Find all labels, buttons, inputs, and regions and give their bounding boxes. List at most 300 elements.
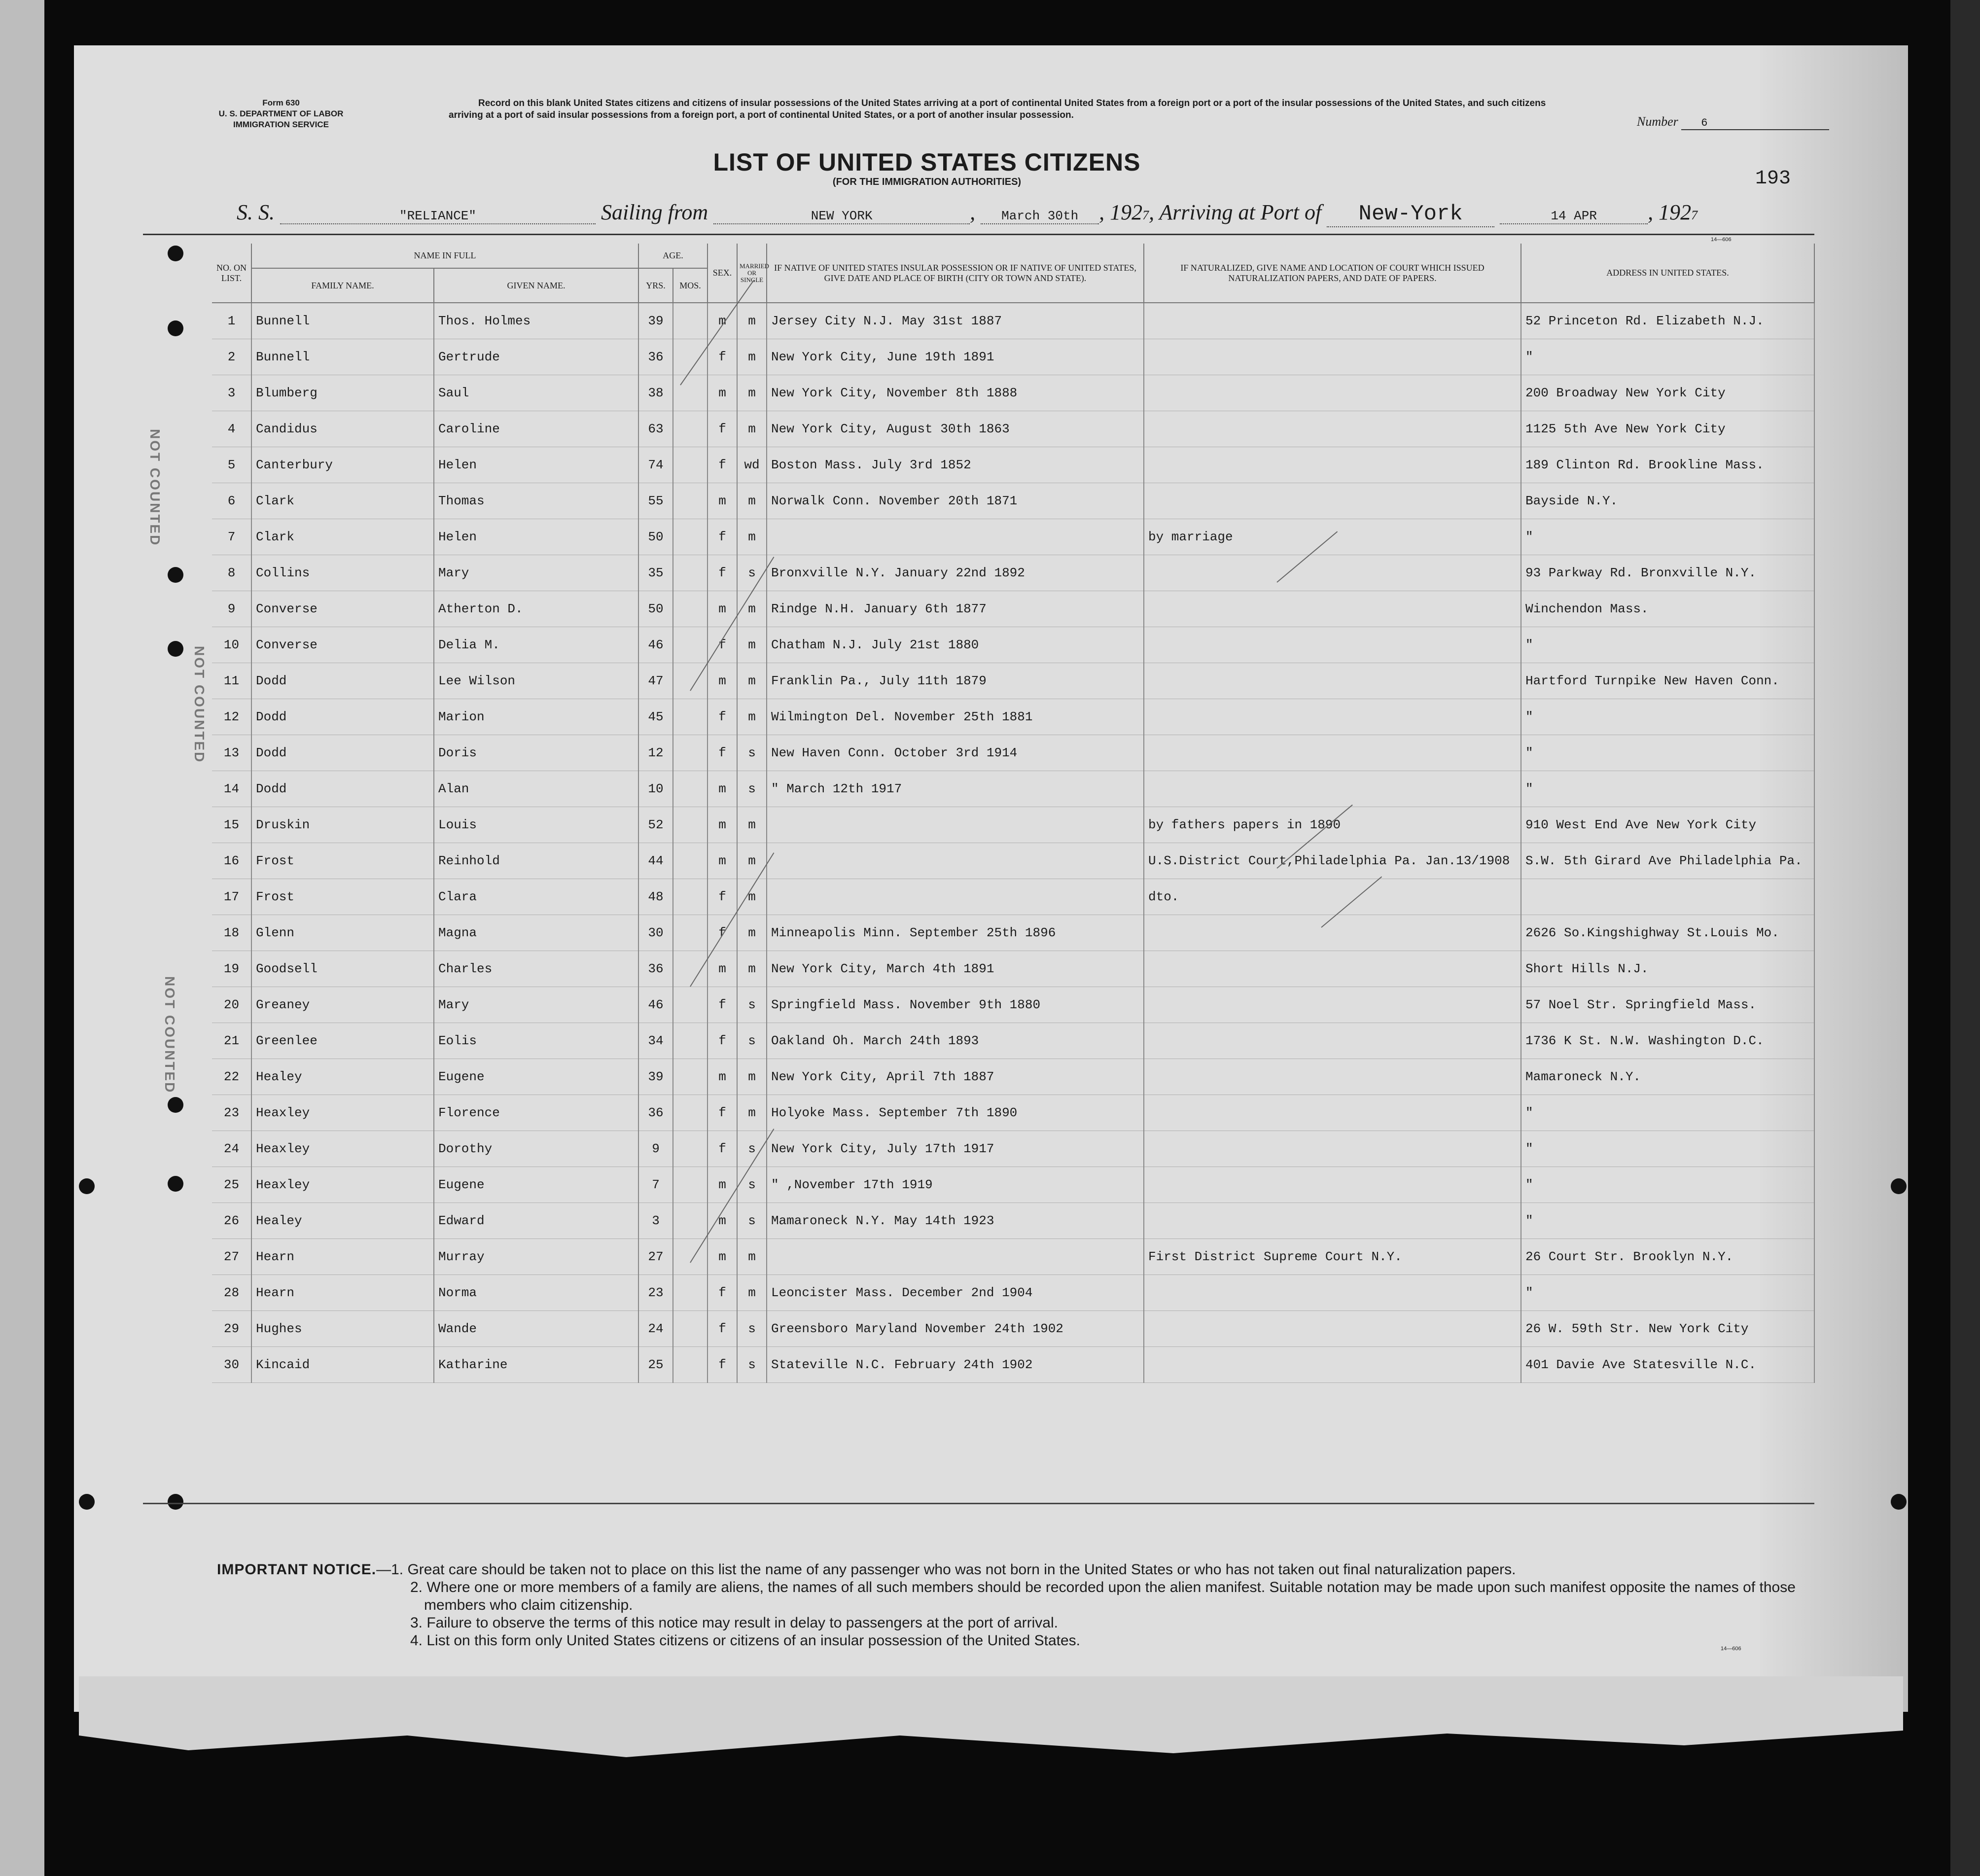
age-years-cell: 27 [638,1239,673,1275]
address-cell: Bayside N.Y. [1521,483,1814,519]
age-years-cell: 25 [638,1347,673,1383]
age-months-cell [673,699,707,735]
binder-hole [1891,1178,1907,1194]
table-row [212,663,1814,699]
address-cell: " [1521,1095,1814,1131]
family-name-cell: Dodd [251,699,434,735]
family-name-cell: Healey [251,1059,434,1095]
family-name-cell: Heaxley [251,1095,434,1131]
naturalization-info-cell [1144,1131,1521,1167]
header-age: AGE. [638,244,707,268]
given-name-cell: Charles [434,951,638,987]
margin-stamp: NOT COUNTED [162,976,177,1094]
row-number-cell: 16 [212,843,251,879]
naturalization-info-cell [1144,591,1521,627]
birth-info-cell: Greensboro Maryland November 24th 1902 [767,1311,1144,1347]
age-months-cell [673,1203,707,1239]
sex-cell: m [707,1059,737,1095]
age-years-cell: 24 [638,1311,673,1347]
address-cell: " [1521,771,1814,807]
family-name-cell: Greaney [251,987,434,1023]
row-number-cell: 11 [212,663,251,699]
arrival-date: 14 APR [1500,209,1648,224]
left-film-edge [0,0,44,1876]
age-months-cell [673,519,707,555]
table-row [212,483,1814,519]
address-cell: " [1521,735,1814,771]
family-name-cell: Clark [251,483,434,519]
naturalization-info-cell [1144,1095,1521,1131]
marital-status-cell: m [737,375,767,411]
sailing-label: Sailing from [601,200,708,224]
table-row [212,1095,1814,1131]
sex-cell: f [707,879,737,915]
birth-info-cell: New York City, March 4th 1891 [767,951,1144,987]
row-number-cell: 20 [212,987,251,1023]
row-number-cell: 10 [212,627,251,663]
family-name-cell: Dodd [251,771,434,807]
marital-status-cell: m [737,951,767,987]
row-number-cell: 6 [212,483,251,519]
naturalization-info-cell [1144,987,1521,1023]
age-months-cell [673,303,707,339]
age-years-cell: 46 [638,987,673,1023]
table-row [212,1023,1814,1059]
age-months-cell [673,627,707,663]
age-years-cell: 10 [638,771,673,807]
table-row [212,1131,1814,1167]
age-months-cell [673,411,707,447]
age-years-cell: 36 [638,1095,673,1131]
address-cell: S.W. 5th Girard Ave Philadelphia Pa. [1521,843,1814,879]
address-cell: Mamaroneck N.Y. [1521,1059,1814,1095]
marital-status-cell: s [737,1023,767,1059]
naturalization-info-cell [1144,1311,1521,1347]
family-name-cell: Candidus [251,411,434,447]
table-row [212,1275,1814,1311]
table-row [212,735,1814,771]
table-row [212,699,1814,735]
marital-status-cell: m [737,483,767,519]
given-name-cell: Helen [434,519,638,555]
given-name-cell: Atherton D. [434,591,638,627]
row-number-cell: 19 [212,951,251,987]
sex-cell: f [707,627,737,663]
sailing-from: NEW YORK [713,209,970,224]
marital-status-cell: s [737,1311,767,1347]
sex-cell: m [707,375,737,411]
family-name-cell: Greenlee [251,1023,434,1059]
age-months-cell [673,915,707,951]
header-naturalized: IF NATURALIZED, GIVE NAME AND LOCATION OF COURT WHICH ISSUED NATURALIZATION PAPERS, AND DATE OF PAPERS. [1144,244,1521,303]
age-months-cell [673,879,707,915]
row-number-cell: 29 [212,1311,251,1347]
family-name-cell: Heaxley [251,1131,434,1167]
given-name-cell: Marion [434,699,638,735]
sex-cell: m [707,771,737,807]
naturalization-info-cell [1144,627,1521,663]
department-name: U. S. DEPARTMENT OF LABOR [218,109,344,118]
family-name-cell: Healey [251,1203,434,1239]
printer-code: 14—606 [1711,237,1732,243]
sex-cell: m [707,591,737,627]
row-number-cell: 26 [212,1203,251,1239]
binder-hole [168,1176,183,1192]
birth-info-cell: Bronxville N.Y. January 22nd 1892 [767,555,1144,591]
age-months-cell [673,1167,707,1203]
naturalization-info-cell [1144,735,1521,771]
table-row [212,771,1814,807]
row-number-cell: 8 [212,555,251,591]
naturalization-info-cell: by fathers papers in 1890 [1144,807,1521,843]
address-cell: 1125 5th Ave New York City [1521,411,1814,447]
given-name-cell: Caroline [434,411,638,447]
naturalization-info-cell [1144,915,1521,951]
marital-status-cell: m [737,879,767,915]
table-row [212,375,1814,411]
age-years-cell: 55 [638,483,673,519]
sex-cell: f [707,1095,737,1131]
age-years-cell: 48 [638,879,673,915]
sex-cell: f [707,1023,737,1059]
naturalization-info-cell [1144,1203,1521,1239]
sex-cell: m [707,663,737,699]
age-years-cell: 36 [638,339,673,375]
marital-status-cell: s [737,1203,767,1239]
header-birth: IF NATIVE OF UNITED STATES INSULAR POSSESSION OR IF NATIVE OF UNITED STATES, GIVE DATE AND PLACE OF BIRTH (CITY OR TOWN AND STATE). [767,244,1144,303]
age-months-cell [673,483,707,519]
given-name-cell: Norma [434,1275,638,1311]
age-months-cell [673,843,707,879]
birth-info-cell: New Haven Conn. October 3rd 1914 [767,735,1144,771]
age-years-cell: 50 [638,519,673,555]
age-years-cell: 45 [638,699,673,735]
arrival-year-prefix: 192 [1659,200,1692,224]
age-months-cell [673,987,707,1023]
address-cell: 57 Noel Str. Springfield Mass. [1521,987,1814,1023]
table-row [212,1347,1814,1383]
age-years-cell: 9 [638,1131,673,1167]
binder-hole [168,320,183,336]
age-months-cell [673,1131,707,1167]
given-name-cell: Helen [434,447,638,483]
age-years-cell: 23 [638,1275,673,1311]
table-row [212,627,1814,663]
age-years-cell: 46 [638,627,673,663]
age-months-cell [673,663,707,699]
birth-info-cell [767,519,1144,555]
marital-status-cell: s [737,555,767,591]
sex-cell: m [707,1167,737,1203]
birth-info-cell: Mamaroneck N.Y. May 14th 1923 [767,1203,1144,1239]
family-name-cell: Bunnell [251,303,434,339]
header-address: ADDRESS IN UNITED STATES. [1521,244,1814,303]
row-number-cell: 5 [212,447,251,483]
given-name-cell: Mary [434,987,638,1023]
right-film-edge [1950,0,1980,1876]
marital-status-cell: m [737,699,767,735]
marital-status-cell: m [737,519,767,555]
birth-info-cell [767,1239,1144,1275]
address-cell [1521,879,1814,915]
family-name-cell: Frost [251,843,434,879]
family-name-cell: Heaxley [251,1167,434,1203]
header-name-in-full: NAME IN FULL [251,244,638,268]
birth-info-cell: Franklin Pa., July 11th 1879 [767,663,1144,699]
birth-info-cell [767,843,1144,879]
given-name-cell: Katharine [434,1347,638,1383]
naturalization-info-cell [1144,303,1521,339]
given-name-cell: Doris [434,735,638,771]
row-number-cell: 3 [212,375,251,411]
age-months-cell [673,447,707,483]
naturalization-info-cell [1144,447,1521,483]
family-name-cell: Hearn [251,1239,434,1275]
table-row [212,1203,1814,1239]
row-number-cell: 12 [212,699,251,735]
age-years-cell: 74 [638,447,673,483]
family-name-cell: Clark [251,519,434,555]
age-years-cell: 39 [638,1059,673,1095]
age-years-cell: 38 [638,375,673,411]
header-rule [143,234,1814,235]
address-cell: 189 Clinton Rd. Brookline Mass. [1521,447,1814,483]
table-row [212,879,1814,915]
header-no-on-list: NO. ON LIST. [212,244,251,303]
age-years-cell: 12 [638,735,673,771]
marital-status-cell: wd [737,447,767,483]
table-row [212,1239,1814,1275]
given-name-cell: Gertrude [434,339,638,375]
table-row [212,519,1814,555]
sex-cell: f [707,1131,737,1167]
naturalization-info-cell [1144,699,1521,735]
table-row [212,591,1814,627]
row-number-cell: 24 [212,1131,251,1167]
naturalization-info-cell [1144,555,1521,591]
given-name-cell: Edward [434,1203,638,1239]
address-cell: 52 Princeton Rd. Elizabeth N.J. [1521,303,1814,339]
age-months-cell [673,1275,707,1311]
sex-cell: f [707,915,737,951]
address-cell: 26 W. 59th Str. New York City [1521,1311,1814,1347]
address-cell: 2626 So.Kingshighway St.Louis Mo. [1521,915,1814,951]
sex-cell: f [707,987,737,1023]
torn-page-bottom [79,1676,1903,1775]
birth-info-cell: Holyoke Mass. September 7th 1890 [767,1095,1144,1131]
address-cell: " [1521,339,1814,375]
marital-status-cell: s [737,1347,767,1383]
ship-label: S. S. [237,200,275,224]
binder-hole [79,1494,95,1510]
sex-cell: f [707,339,737,375]
passenger-rows [212,303,1814,1383]
birth-info-cell: New York City, June 19th 1891 [767,339,1144,375]
sex-cell: f [707,1347,737,1383]
sex-cell: m [707,951,737,987]
family-name-cell: Collins [251,555,434,591]
age-years-cell: 35 [638,555,673,591]
family-name-cell: Bunnell [251,339,434,375]
age-months-cell [673,771,707,807]
marital-status-cell: m [737,411,767,447]
arrival-year-digit: 7 [1691,208,1698,222]
sex-cell: m [707,843,737,879]
family-name-cell: Druskin [251,807,434,843]
row-number-cell: 2 [212,339,251,375]
age-months-cell [673,375,707,411]
naturalization-info-cell [1144,771,1521,807]
naturalization-info-cell [1144,1059,1521,1095]
age-years-cell: 7 [638,1167,673,1203]
row-number-cell: 13 [212,735,251,771]
address-cell: 401 Davie Ave Statesville N.C. [1521,1347,1814,1383]
naturalization-info-cell [1144,951,1521,987]
given-name-cell: Eugene [434,1167,638,1203]
table-row [212,807,1814,843]
record-instructions: Record on this blank United States citizens and citizens of insular possessions of the United States arriving at a port of continental United States from a foreign port or a port of the insular possessions of the United States, and such citizens arriving at a port of said insular possessions from a foreign port, a port of continental United States, or a port of another insular possession. [449,98,1546,120]
sex-cell: f [707,447,737,483]
family-name-cell: Goodsell [251,951,434,987]
header-family-name: FAMILY NAME. [251,268,434,303]
address-cell: " [1521,1131,1814,1167]
naturalization-info-cell [1144,1275,1521,1311]
header-given-name: GIVEN NAME. [434,268,638,303]
margin-stamp: NOT COUNTED [147,429,163,547]
age-months-cell [673,1347,707,1383]
address-cell: 26 Court Str. Brooklyn N.Y. [1521,1239,1814,1275]
age-years-cell: 44 [638,843,673,879]
age-years-cell: 3 [638,1203,673,1239]
birth-info-cell: " ,November 17th 1919 [767,1167,1144,1203]
address-cell: 93 Parkway Rd. Bronxville N.Y. [1521,555,1814,591]
marital-status-cell: m [737,663,767,699]
birth-info-cell: Boston Mass. July 3rd 1852 [767,447,1144,483]
passenger-table [212,244,1815,1383]
birth-info-cell: New York City, July 17th 1917 [767,1131,1144,1167]
age-months-cell [673,735,707,771]
marital-status-cell: m [737,915,767,951]
marital-status-cell: m [737,591,767,627]
birth-info-cell: Chatham N.J. July 21st 1880 [767,627,1144,663]
sailing-date: March 30th [981,209,1099,224]
naturalization-info-cell [1144,1023,1521,1059]
arriving-port: New-York [1327,202,1494,227]
given-name-cell: Dorothy [434,1131,638,1167]
binder-hole [168,641,183,657]
birth-info-cell: " March 12th 1917 [767,771,1144,807]
marital-status-cell: m [737,1095,767,1131]
sex-cell: f [707,1275,737,1311]
address-cell: " [1521,1275,1814,1311]
table-row [212,843,1814,879]
age-months-cell [673,807,707,843]
marital-status-cell: s [737,1167,767,1203]
age-months-cell [673,591,707,627]
address-cell: 200 Broadway New York City [1521,375,1814,411]
row-number-cell: 28 [212,1275,251,1311]
given-name-cell: Reinhold [434,843,638,879]
binder-hole [168,1494,183,1510]
age-years-cell: 36 [638,951,673,987]
table-row [212,1059,1814,1095]
given-name-cell: Wande [434,1311,638,1347]
naturalization-info-cell: First District Supreme Court N.Y. [1144,1239,1521,1275]
important-notice [217,1561,1824,1650]
page-title: LIST OF UNITED STATES CITIZENS [713,148,1141,176]
notice-item-2: 2. Where one or more members of a family are aliens, the names of all such members should be recorded upon the alien manifest. Suitable notation may be made upon such manifest opposite the names of those members who claim citizenship. [410,1579,1796,1613]
age-years-cell: 50 [638,591,673,627]
marital-status-cell: s [737,1131,767,1167]
marital-status-cell: s [737,735,767,771]
address-cell: 910 West End Ave New York City [1521,807,1814,843]
given-name-cell: Clara [434,879,638,915]
form-identifier [207,98,355,130]
address-cell: " [1521,519,1814,555]
address-cell: Short Hills N.J. [1521,951,1814,987]
family-name-cell: Dodd [251,735,434,771]
address-cell: " [1521,1203,1814,1239]
naturalization-info-cell: U.S.District Court,Philadelphia Pa. Jan.13/1908 [1144,843,1521,879]
header-married-or-single: MARRIED OR SINGLE [737,244,767,303]
sex-cell: m [707,1239,737,1275]
page-number: 193 [1755,168,1791,190]
birth-info-cell: Oakland Oh. March 24th 1893 [767,1023,1144,1059]
row-number-cell: 21 [212,1023,251,1059]
sex-cell: f [707,1311,737,1347]
age-years-cell: 52 [638,807,673,843]
age-months-cell [673,1059,707,1095]
age-months-cell [673,1311,707,1347]
given-name-cell: Louis [434,807,638,843]
birth-info-cell: New York City, April 7th 1887 [767,1059,1144,1095]
binder-hole [168,1097,183,1113]
marital-status-cell: m [737,627,767,663]
family-name-cell: Converse [251,627,434,663]
sex-cell: f [707,411,737,447]
sailing-year-digit: 7 [1142,208,1149,222]
birth-info-cell: Wilmington Del. November 25th 1881 [767,699,1144,735]
address-cell: " [1521,699,1814,735]
age-months-cell [673,555,707,591]
naturalization-info-cell [1144,411,1521,447]
family-name-cell: Hearn [251,1275,434,1311]
marital-status-cell: s [737,771,767,807]
table-row [212,411,1814,447]
printer-code-bottom: 14—606 [1721,1646,1741,1652]
address-cell: " [1521,1167,1814,1203]
age-years-cell: 63 [638,411,673,447]
age-years-cell: 39 [638,303,673,339]
age-months-cell [673,1095,707,1131]
sex-cell: m [707,807,737,843]
given-name-cell: Murray [434,1239,638,1275]
page-subtitle: (FOR THE IMMIGRATION AUTHORITIES) [832,177,1022,187]
age-months-cell [673,1023,707,1059]
marital-status-cell: m [737,807,767,843]
birth-info-cell: Rindge N.H. January 6th 1877 [767,591,1144,627]
marital-status-cell: m [737,303,767,339]
row-number-cell: 1 [212,303,251,339]
header-sex: SEX. [707,244,737,303]
birth-info-cell: Minneapolis Minn. September 25th 1896 [767,915,1144,951]
row-number-cell: 7 [212,519,251,555]
marital-status-cell: m [737,1059,767,1095]
birth-info-cell: Stateville N.C. February 24th 1902 [767,1347,1144,1383]
notice-item-4: 4. List on this form only United States citizens or citizens of an insular possession of the United States. [410,1632,1081,1649]
family-name-cell: Frost [251,879,434,915]
service-name: IMMIGRATION SERVICE [233,120,329,129]
